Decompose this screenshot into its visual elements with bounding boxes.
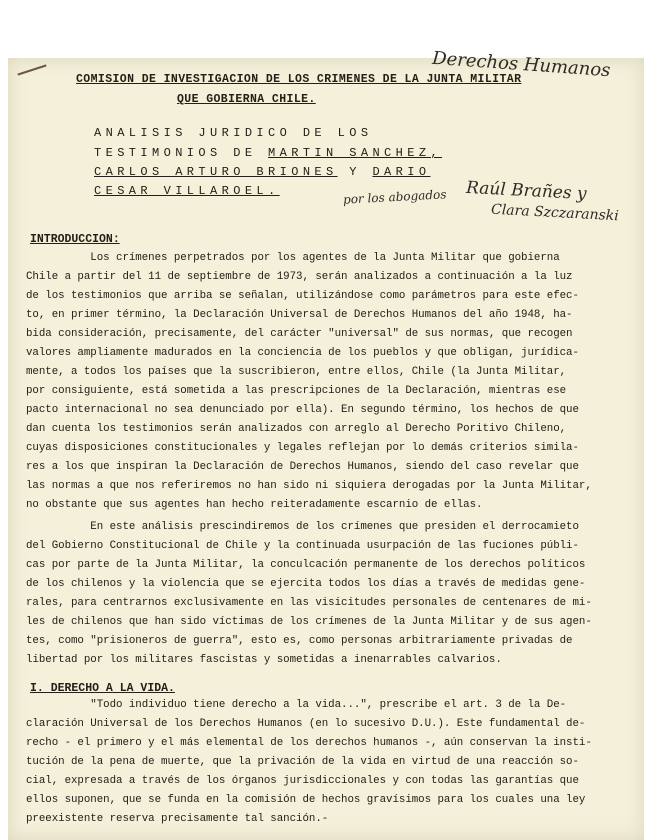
witness-name-2: CARLOS ARTURO BRIONES xyxy=(94,165,338,179)
analysis-title-line-4 xyxy=(94,184,280,198)
text-line: "Todo individuo tiene derecho a la vida...", prescribe el art. 3 de la De- xyxy=(26,699,567,711)
text-line: las normas a que nos referiremos no han sido ni siquiera derogadas por la Junta Militar, xyxy=(26,480,592,492)
introduction-paragraph-2 xyxy=(26,518,606,670)
analysis-title-line-1: ANALISIS JURIDICO DE LOS xyxy=(94,126,373,140)
handwritten-authors-prefix: por los abogados xyxy=(342,187,447,207)
text-line: valores ampliamente madurados en la conciencia de los pueblos y que obligan, jurídica- xyxy=(26,347,579,359)
commission-subtitle: QUE GOBIERNA CHILE. xyxy=(177,93,316,106)
text-line: pacto internacional no sea denunciado por ella). En segundo término, los hechos de que xyxy=(26,404,579,416)
text-line: ellos suponen, que se funda en la comisión de hechos gravísimos para los cuales una ley xyxy=(26,794,586,806)
analysis-title-prefix: TESTIMONIOS DE xyxy=(94,146,269,160)
text-line: preexistente reserva precisamente tal sanción.- xyxy=(26,813,329,825)
analysis-title-line-2 xyxy=(94,146,442,160)
text-line: tución de la pena de muerte, que la privación de la vida en virtud de una reacción so- xyxy=(26,756,579,768)
text-line: les de chilenos que han sido víctimas de los crímenes de la Junta Militar y de sus agen- xyxy=(26,616,592,628)
introduction-paragraph-1 xyxy=(26,249,606,515)
text-line: de los chilenos y la violencia que se ejercita todos los días a través de medidas gene- xyxy=(26,578,586,590)
analysis-title-conjunction: Y xyxy=(337,165,373,179)
text-line: recho - el primero y el más elemental de los derechos humanos -, aún conservan la insti- xyxy=(26,737,592,749)
witness-name-3-part-2: CESAR VILLAROEL. xyxy=(94,184,280,198)
text-line: mente, a todos los países que la suscribieron, entre ellos, Chile (la Junta Militar, xyxy=(26,366,567,378)
text-line: bida consideración, precisamente, del carácter "universal" de sus normas, que recogen xyxy=(26,328,573,340)
text-line: cial, expresada a través de los órganos jurisdiccionales y con todas las garantías que xyxy=(26,775,579,787)
text-line: Chile a partir del 11 de septiembre de 1973, serán analizados a continuación a la luz xyxy=(26,271,573,283)
text-line: res a los que inspiran la Declaración de Derechos Humanos, siendo del caso revelar que xyxy=(26,461,579,473)
text-line: cuyas disposiciones constitucionales y legales reflejan por lo demás criterios simila- xyxy=(26,442,579,454)
text-line: Los crímenes perpetrados por los agentes de la Junta Militar que gobierna xyxy=(26,252,560,264)
witness-name-1: MARTIN SANCHEZ, xyxy=(268,146,443,160)
section-heading-right-to-life: I. DERECHO A LA VIDA. xyxy=(30,682,175,695)
text-line: tes, como "prisioneros de guerra", esto es, como personas arbitrariamente privadas de xyxy=(26,635,573,647)
witness-name-3-part-1: DARIO xyxy=(372,165,431,179)
introduction-heading: INTRODUCCION: xyxy=(30,233,120,246)
text-line: cas por parte de la Junta Militar, la conculcación permanente de los derechos políticos xyxy=(26,559,586,571)
text-line: libertad por los militares fascistas y sometidas a inenarrables calvarios. xyxy=(26,654,502,666)
handwritten-author-1: Raúl Brañes y xyxy=(465,177,588,205)
text-line: claración Universal de los Derechos Humanos (en lo sucesivo D.U.). Este fundamental de- xyxy=(26,718,586,730)
text-line: to, en primer término, la Declaración Universal de Derechos Humanos del año 1948, ha- xyxy=(26,309,573,321)
text-line: de los testimonios que arriba se señalan, utilizándose como parámetros para este efec- xyxy=(26,290,579,302)
text-line: por consiguiente, está sometida a las prescripciones de la Declaración, mientras ese xyxy=(26,385,567,397)
analysis-title-line-3 xyxy=(94,165,430,179)
handwritten-top-note: Derechos Humanos xyxy=(431,47,612,82)
section-1-paragraph xyxy=(26,696,606,829)
text-line: no obstante que sus agentes han hecho reiteradamente escarnio de ellas. xyxy=(26,499,483,511)
text-line: dan cuenta los testimonios serán analizados con arreglo al Derecho Poritivo Chileno, xyxy=(26,423,567,435)
text-line: rales, para centrarnos exclusivamente en las visicitudes personales de centenares de mi- xyxy=(26,597,592,609)
text-line: En este análisis prescindiremos de los crímenes que presiden el derrocamieto xyxy=(26,521,579,533)
text-line: del Gobierno Constitucional de Chile y la continuada usurpación de las fuciones públi- xyxy=(26,540,579,552)
handwritten-author-2: Clara Szczaranski xyxy=(490,201,620,225)
commission-title: COMISION DE INVESTIGACION DE LOS CRIMENES DE LA JUNTA MILITAR xyxy=(76,73,522,86)
